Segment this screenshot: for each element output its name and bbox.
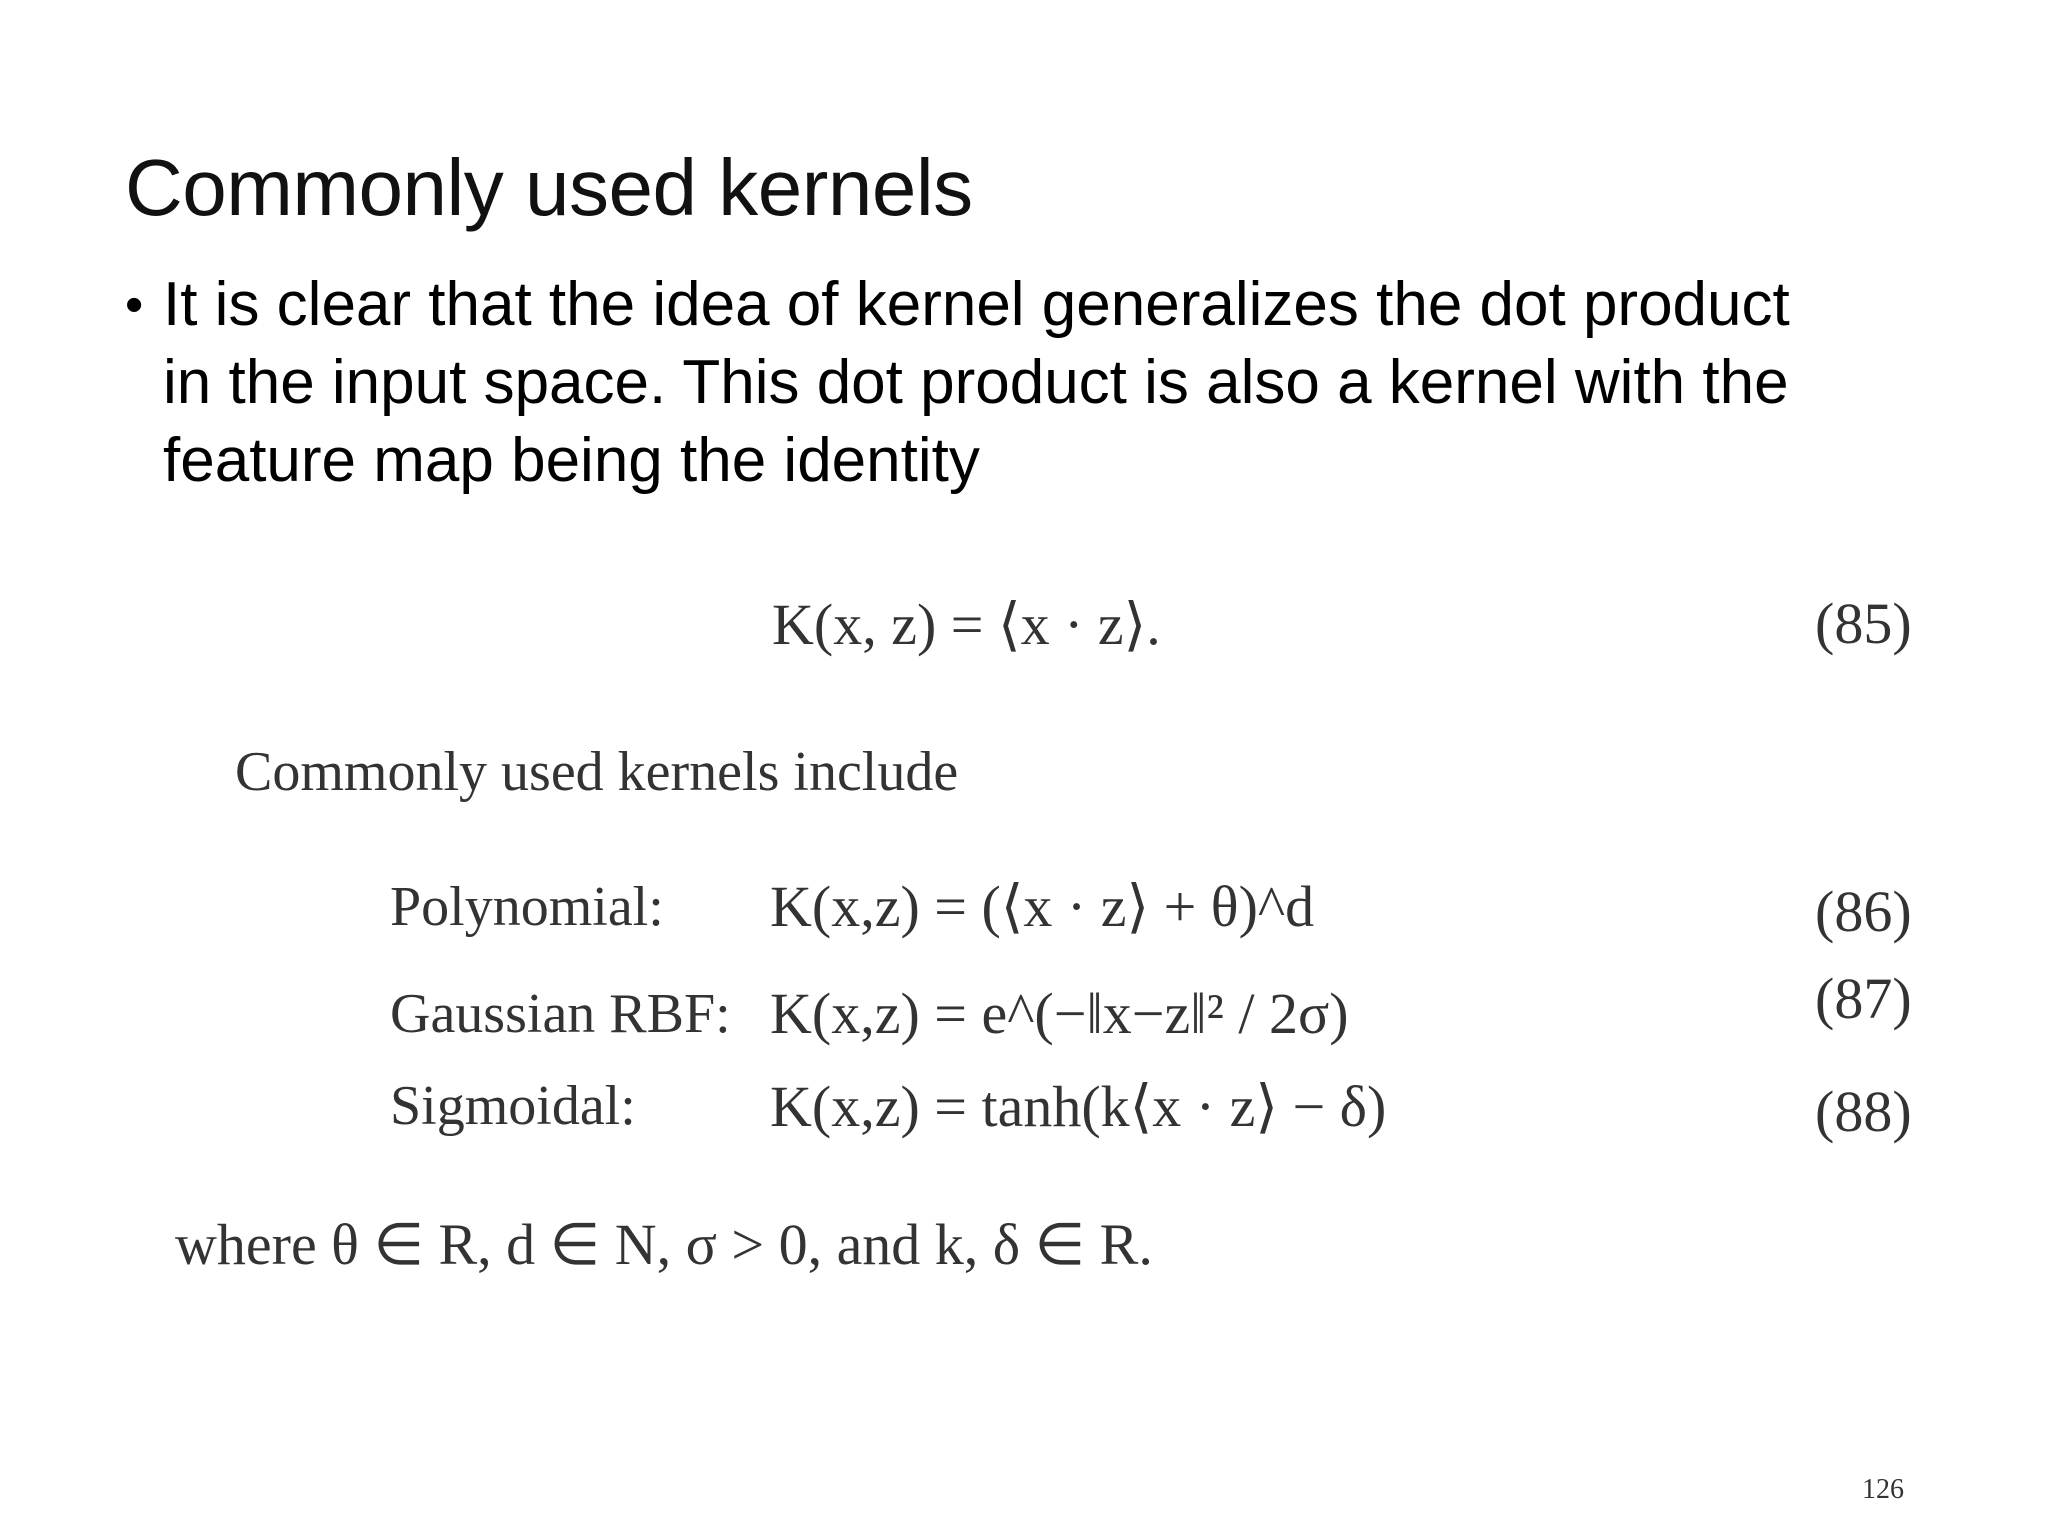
equation-number-86: (86) bbox=[1815, 879, 1912, 944]
gaussian-rbf-label: Gaussian RBF: bbox=[390, 983, 731, 1045]
slide-title: Commonly used kernels bbox=[125, 143, 973, 232]
sigmoidal-label: Sigmoidal: bbox=[390, 1075, 636, 1137]
equation-number-88: (88) bbox=[1815, 1079, 1912, 1144]
linear-kernel-formula-text: K(x, z) = ⟨x · z⟩. bbox=[772, 592, 1161, 657]
equation-number-85: (85) bbox=[1815, 591, 1912, 656]
bullet-marker: • bbox=[125, 276, 144, 334]
kernels-intro-text: Commonly used kernels include bbox=[235, 741, 959, 803]
bullet-point bbox=[125, 266, 1825, 500]
polynomial-label: Polynomial: bbox=[390, 876, 664, 938]
sigmoidal-formula: K(x,z) = tanh(k⟨x · z⟩ − δ) bbox=[770, 1074, 1387, 1139]
parameter-conditions: where θ ∈ R, d ∈ N, σ > 0, and k, δ ∈ R. bbox=[175, 1212, 1153, 1277]
polynomial-formula: K(x,z) = (⟨x · z⟩ + θ)^d bbox=[770, 874, 1315, 939]
linear-kernel-formula bbox=[772, 590, 1161, 658]
equation-number-87: (87) bbox=[1815, 966, 1912, 1031]
gaussian-rbf-formula: K(x,z) = e^(−‖x−z‖² / 2σ) bbox=[770, 981, 1349, 1046]
page-number: 126 bbox=[1862, 1474, 1904, 1505]
bullet-text: It is clear that the idea of kernel generalizes the dot product in the input space. This dot product is also a kernel with the feature map being the identity bbox=[163, 270, 1790, 495]
